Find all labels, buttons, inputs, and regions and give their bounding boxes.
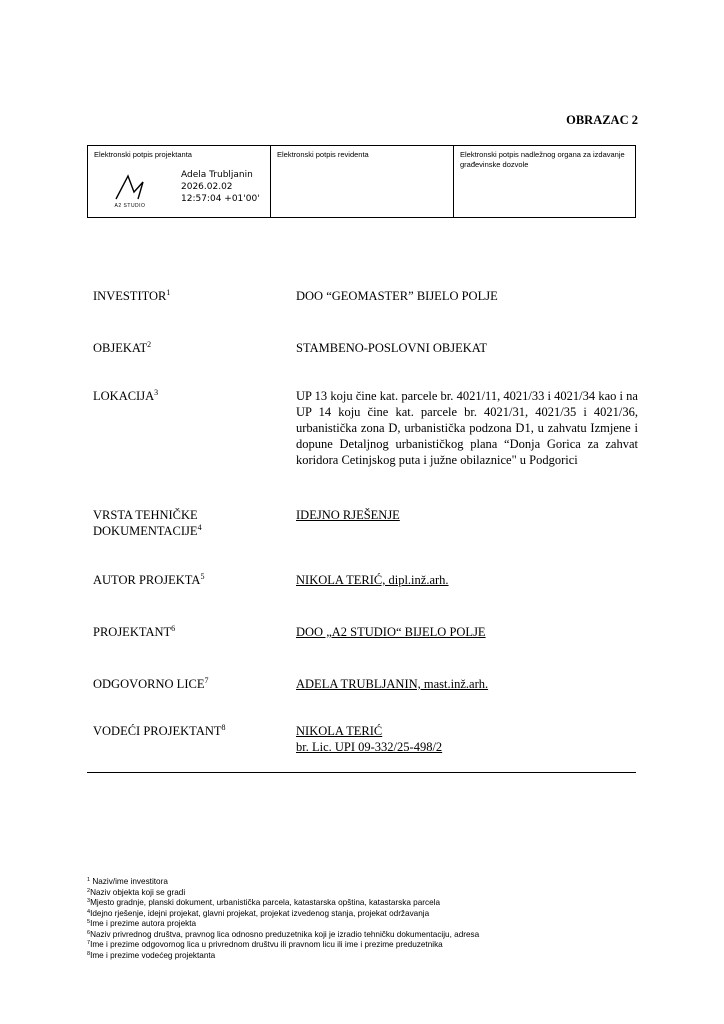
field-value-line: br. Lic. UPI 09-332/25-498/2 xyxy=(296,740,443,754)
field-value-line: NIKOLA TERIĆ xyxy=(296,724,383,738)
field-value: IDEJNO RJEŠENJE xyxy=(296,508,400,522)
signer-date: 2026.02.02 xyxy=(181,182,233,193)
footnotes xyxy=(87,877,479,961)
signature-details xyxy=(181,169,260,205)
signature-table xyxy=(87,145,636,218)
field-label: LOKACIJA$^3$ xyxy=(93,388,159,403)
designer-signature-cell[interactable] xyxy=(88,146,271,217)
a2-studio-logo xyxy=(110,172,150,210)
field-value: UP 13 koju čine kat. parcele br. 4021/11, 4021/33 i 4021/34 kao i na UP 14 koju čine kat. parcele br. 4021/31, 4021/35 i 4021/36, urbanistička zona D, urbanistička podzona D1, u zahvatu Izmjene i dopune Detaljnog urbanističkog plana “Donja Gorica za zahvat koridora Cetinjskog puta i južne obilaznice" u Podgorici xyxy=(296,389,638,467)
field-value xyxy=(296,723,638,755)
field-value: NIKOLA TERIĆ, dipl.inž.arh. xyxy=(296,573,449,587)
authority-signature-header: Elektronski potpis nadležnog organa za izdavanje građevinske dozvole xyxy=(460,150,625,170)
form-label: OBRAZAC 2 xyxy=(566,113,638,127)
field-label: VODEĆI PROJEKTANT$^8$ xyxy=(93,723,226,738)
field-value: DOO “GEOMASTER” BIJELO POLJE xyxy=(296,289,498,303)
footnote: $^4$Idejno rješenje, idejni projekat, glavni projekat, projekat izvedenog stanja, projekat održavanja xyxy=(87,908,430,918)
field-value: ADELA TRUBLJANIN, mast.inž.arh. xyxy=(296,677,489,691)
reviewer-signature-cell[interactable] xyxy=(271,146,454,217)
designer-signature-header: Elektronski potpis projektanta xyxy=(94,150,192,159)
field-label: OBJEKAT$^2$ xyxy=(93,340,152,355)
footnote: $^8$Ime i prezime vodećeg projektanta xyxy=(87,950,216,960)
footnote: $^6$Naziv privrednog društva, pravnog lica odnosno preduzetnika koji je izradio tehničku dokumentaciju, adresa xyxy=(87,929,480,939)
signer-name: Adela Trubljanin xyxy=(181,170,253,180)
footnote: $^2$Naziv objekta koji se gradi xyxy=(87,887,186,897)
reviewer-signature-header: Elektronski potpis revidenta xyxy=(277,150,369,159)
field-label: INVESTITOR$^1$ xyxy=(93,288,171,303)
authority-signature-cell[interactable] xyxy=(454,146,635,217)
signer-time: 12:57:04 +01'00' xyxy=(181,194,260,205)
footnote: $^7$Ime i prezime odgovornog lica u privrednom društvu ili pravnom licu ili ime i prezime preduzetnika xyxy=(87,940,443,949)
field-label: ODGOVORNO LICE$^7$ xyxy=(93,676,209,691)
field-label: PROJEKTANT$^6$ xyxy=(93,624,176,639)
footnote: $^5$Ime i prezime autora projekta xyxy=(87,919,197,928)
field-label: AUTOR PROJEKTA$^5$ xyxy=(93,572,205,587)
footnote: $^1$ Naziv/ime investitora xyxy=(87,877,168,886)
field-value: STAMBENO-POSLOVNI OBJEKAT xyxy=(296,341,488,355)
field-label: VRSTA TEHNIČKE DOKUMENTACIJE$^4$ xyxy=(93,508,202,538)
footnote: $^3$Mjesto gradnje, planski dokument, urbanistička parcela, katastarska opština, katastarska parcela xyxy=(87,898,441,907)
field-value: DOO „A2 STUDIO“ BIJELO POLJE xyxy=(296,625,486,639)
logo-text: A2 STUDIO xyxy=(114,203,146,210)
horizontal-rule xyxy=(87,772,636,773)
